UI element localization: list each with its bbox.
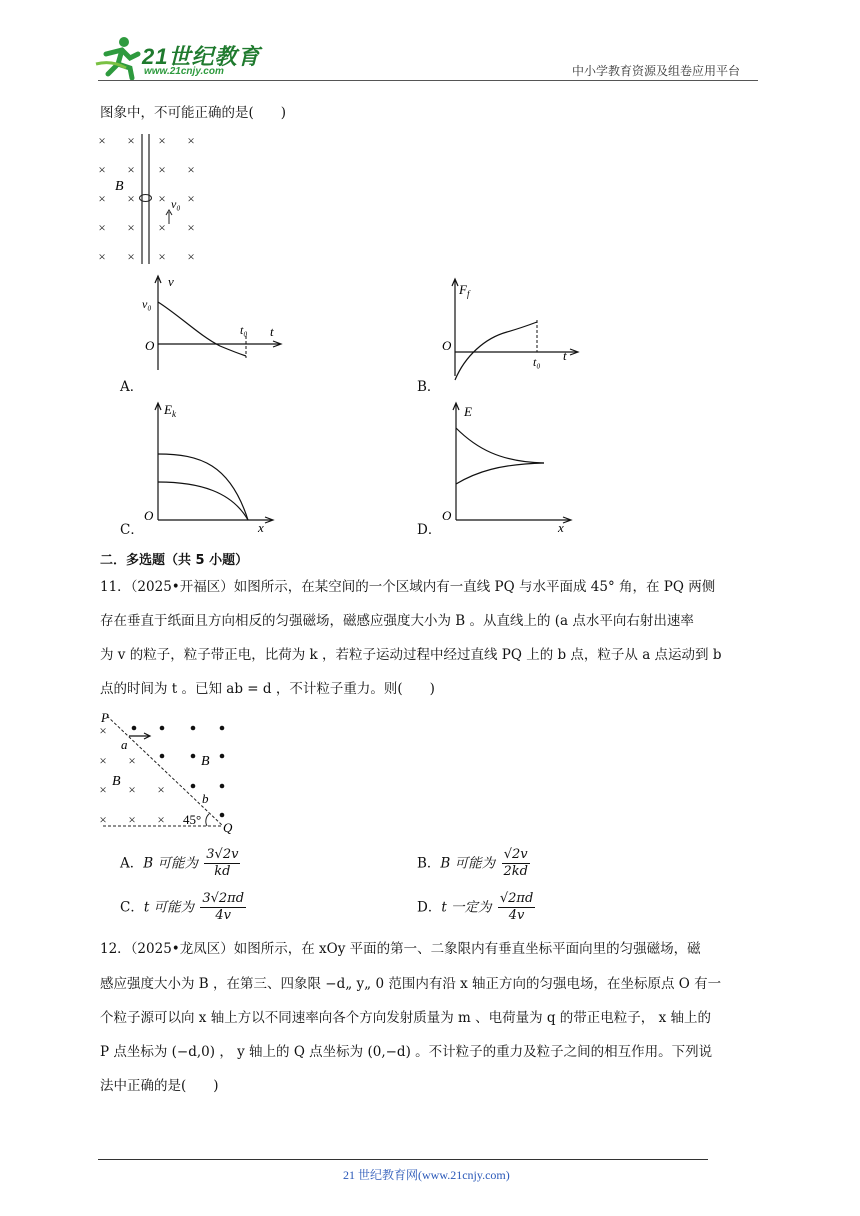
svg-text:×: ×: [98, 133, 106, 148]
q11-label-P: P: [101, 710, 109, 725]
q11-label-b: b: [202, 791, 209, 806]
svg-text:×: ×: [99, 753, 107, 768]
q12-line-3: 个粒子源可以向 x 轴上方以不同速率向各个方向发射质量为 m 、电荷量为 q 的带正电粒子， x 轴上的: [100, 1010, 711, 1026]
runner-logo-icon: [92, 34, 148, 80]
svg-text:×: ×: [187, 133, 195, 148]
footer-link[interactable]: 21 世纪教育网(www.21cnjy.com): [343, 1168, 510, 1182]
svg-text:×: ×: [127, 133, 135, 148]
q12-line-4: P 点坐标为 (−d,0) ， y 轴上的 Q 点坐标为 (0,−d) 。不计粒子的重力及粒子之间的相互作用。下列说: [100, 1044, 713, 1060]
svg-text:×: ×: [187, 162, 195, 177]
svg-text:×: ×: [158, 133, 166, 148]
q10-graph-D: [440, 398, 580, 535]
q11-option-B[interactable]: B．B 可能为 $\frac{√2v}{2kd}$: [417, 847, 528, 880]
graph-D-y-label: E: [464, 404, 472, 419]
graph-B-y-label: $F_f$: [459, 282, 470, 299]
graph-D-x-label: x: [558, 520, 564, 535]
q11-line-2: 存在垂直于纸面且方向相反的匀强磁场，磁感应强度大小为 B 。从直线上的 (a 点水平向右射出速率: [100, 613, 694, 629]
q11-figure: [95, 708, 245, 836]
q12-line-5: 法中正确的是( ): [100, 1078, 219, 1094]
svg-text:×: ×: [127, 220, 135, 235]
q10-graph-C: [140, 398, 280, 535]
q11-line-1: 11．（2025•开福区）如图所示，在某空间的一个区域内有一直线 PQ 与水平面成 45° 角，在 PQ 两侧: [100, 579, 716, 595]
svg-text:×: ×: [99, 782, 107, 797]
q10-option-A[interactable]: A．: [120, 379, 144, 395]
svg-text:×: ×: [127, 249, 135, 264]
q11-line-3: 为 v 的粒子，粒子带正电，比荷为 k ，若粒子运动过程中经过直线 PQ 上的 b 点，粒子从 a 点运动到 b: [100, 647, 722, 663]
svg-text:×: ×: [158, 191, 166, 206]
svg-text:×: ×: [157, 812, 165, 827]
header-logo: [92, 34, 262, 82]
svg-text:×: ×: [158, 249, 166, 264]
svg-text:×: ×: [128, 753, 136, 768]
q11-label-Q: Q: [223, 820, 233, 835]
q11-option-C[interactable]: C．t 可能为 $\frac{3√2\pi d}{4v}$: [120, 891, 245, 924]
header-platform-text: 中小学教育资源及组卷应用平台: [572, 64, 741, 78]
svg-text:×: ×: [98, 191, 106, 206]
graph-D-origin: O: [442, 508, 452, 523]
svg-text:×: ×: [157, 782, 165, 797]
q11-label-B-upper: B: [201, 754, 210, 769]
svg-text:×: ×: [187, 249, 195, 264]
q10-figure: [95, 128, 205, 268]
section-heading: 二．多选题（共 5 小题）: [100, 553, 249, 568]
q12-line-1: 12．（2025•龙凤区）如图所示，在 xOy 平面的第一、二象限内有垂直坐标平面向里的匀强磁场，磁: [100, 941, 701, 957]
svg-text:×: ×: [187, 220, 195, 235]
logo-url: www.21cnjy.com: [144, 66, 224, 77]
q11-label-a: a: [121, 737, 128, 752]
graph-B-x-tick: t₀: [533, 355, 541, 369]
footer-divider: [98, 1159, 708, 1160]
svg-text:×: ×: [127, 191, 135, 206]
q10-graph-A: [140, 272, 290, 372]
graph-B-origin: O: [442, 338, 452, 353]
svg-text:×: ×: [158, 162, 166, 177]
logo-title: 21世纪教育: [142, 44, 261, 69]
graph-B-x-label: t: [563, 348, 567, 363]
graph-C-origin: O: [144, 508, 154, 523]
q10-option-D[interactable]: D．: [417, 522, 442, 538]
svg-text:×: ×: [187, 191, 195, 206]
svg-text:×: ×: [98, 249, 106, 264]
q10-label-B: B: [115, 179, 124, 194]
graph-A-y-label: v: [168, 274, 174, 289]
q10-stem-tail: 图象中，不可能正确的是( ): [100, 105, 287, 121]
q11-line-4: 点的时间为 t 。已知 ab = d ，不计粒子重力。则( ): [100, 681, 435, 697]
q11-option-D[interactable]: D．t 一定为 $\frac{√2\pi d}{4v}$: [417, 891, 534, 924]
q10-label-v0: v₀: [171, 197, 181, 211]
q11-label-angle: 45°: [183, 812, 202, 827]
graph-C-x-label: x: [258, 520, 264, 535]
q10-option-C[interactable]: C．: [120, 522, 144, 538]
graph-C-y-label: $E_k$: [164, 402, 176, 419]
svg-text:×: ×: [98, 220, 106, 235]
header-divider: [98, 80, 758, 81]
graph-A-x-tick: t₀: [240, 323, 248, 337]
svg-text:×: ×: [158, 220, 166, 235]
q10-graph-B: [437, 276, 587, 376]
svg-text:×: ×: [127, 162, 135, 177]
svg-text:×: ×: [128, 812, 136, 827]
svg-text:×: ×: [99, 723, 107, 738]
q11-option-A[interactable]: A．B 可能为 $\frac{3√2v}{kd}$: [120, 847, 239, 880]
q11-label-B-lower: B: [112, 774, 121, 789]
graph-A-origin: O: [145, 338, 155, 353]
svg-text:×: ×: [128, 782, 136, 797]
graph-A-x-label: t: [270, 324, 274, 339]
svg-text:×: ×: [99, 812, 107, 827]
svg-text:×: ×: [98, 162, 106, 177]
graph-A-y-tick: v₀: [142, 297, 152, 311]
q12-line-2: 感应强度大小为 B ，在第三、四象限 −d„ y„ 0 范围内有沿 x 轴正方向的匀强电场，在坐标原点 O 有一: [100, 976, 722, 992]
q10-option-B[interactable]: B．: [417, 379, 441, 395]
